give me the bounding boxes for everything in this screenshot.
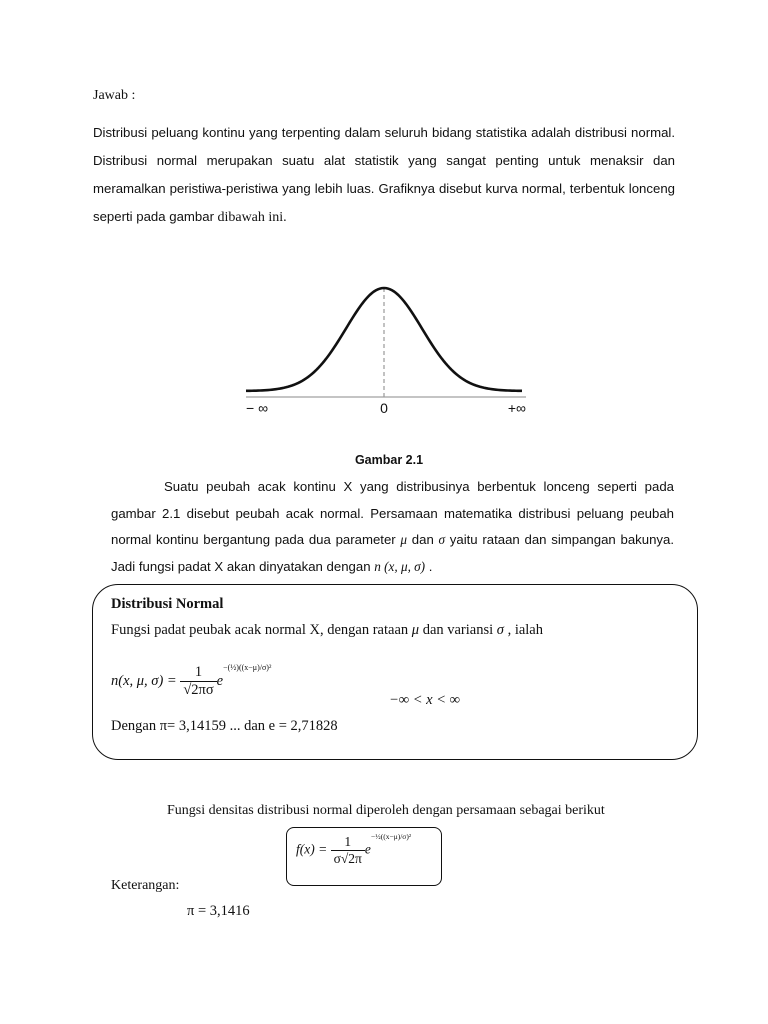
figure-caption: Gambar 2.1 — [354, 453, 424, 467]
para2-text-3: yaitu rataan dan simpangan bakunya. Jadi fungsi padat X akan dinyatakan dengan — [111, 532, 675, 574]
density-exponent: −½((x−μ)/σ)² — [370, 832, 412, 842]
para2-text-4: . — [425, 558, 433, 574]
density-lhs: f(x) = — [296, 841, 328, 857]
intro-tail-text: dibawah ini. — [213, 210, 287, 225]
axis-label-minus-infinity: − ∞ — [246, 400, 269, 416]
constants-line: Dengan π= 3,14159 ... dan e = 2,71828 — [111, 718, 338, 734]
density-formula — [296, 834, 411, 867]
normal-pdf-formula — [111, 664, 271, 699]
keterangan-label: Keterangan: — [111, 878, 180, 893]
definition-paragraph — [111, 474, 674, 580]
density-base-e: e — [364, 841, 371, 857]
formula-denominator: √2πσ — [183, 682, 214, 698]
density-denominator: σ√2π — [333, 851, 362, 866]
distribution-notation: n (x, μ, σ) — [374, 558, 426, 574]
formula-exponent: −(½)((x−μ)/σ)² — [223, 663, 272, 672]
box-description — [111, 622, 543, 639]
box-desc-text-1: Fungsi padat peubak acak normal X, dengan rataan — [111, 622, 412, 638]
density-intro-text: Fungsi densitas distribusi normal diperoleh dengan persamaan sebagai berikut — [167, 803, 605, 818]
box-sigma-symbol: σ — [496, 622, 504, 638]
pi-value: π = 3,1416 — [187, 903, 250, 919]
para2-text-1: Suatu peubah acak kontinu X yang distribusinya berbentuk lonceng seperti pada gambar 2.1 disebut peubah acak normal. Persamaan matematika distribusi peluang peubah normal kontinu bergantung pada dua parameter — [111, 479, 674, 547]
sigma-symbol: σ — [438, 532, 446, 547]
para2-text-2: dan — [407, 532, 439, 547]
normal-curve-figure — [236, 276, 536, 418]
formula-lhs: n(x, μ, σ) = — [111, 672, 177, 689]
formula-numerator: 1 — [180, 664, 216, 682]
box-desc-text-2: dan variansi — [419, 622, 497, 638]
intro-main-text: Distribusi peluang kontinu yang terpenting dalam seluruh bidang statistika adalah distribusi normal. Distribusi normal merupakan suatu alat statistik yang sangat penting untuk menaksir dan meramalkan peristiwa-peristiwa yang lebih luas. Grafiknya disebut kurva normal, terbentuk lonceng seperti pada gambar — [93, 125, 675, 224]
density-fraction — [331, 834, 365, 867]
domain-range: −∞ < x < ∞ — [389, 692, 460, 708]
formula-base-e: e — [216, 672, 224, 689]
formula-fraction — [180, 664, 216, 699]
box-title: Distribusi Normal — [111, 596, 224, 612]
axis-label-zero: 0 — [380, 400, 388, 416]
mu-symbol: μ — [400, 532, 408, 547]
box-desc-text-3: , ialah — [503, 622, 543, 638]
intro-paragraph — [93, 119, 675, 232]
box-mu-symbol: μ — [411, 622, 420, 638]
answer-label: Jawab : — [93, 88, 136, 103]
density-numerator: 1 — [331, 834, 365, 851]
axis-label-plus-infinity: +∞ — [507, 400, 526, 416]
